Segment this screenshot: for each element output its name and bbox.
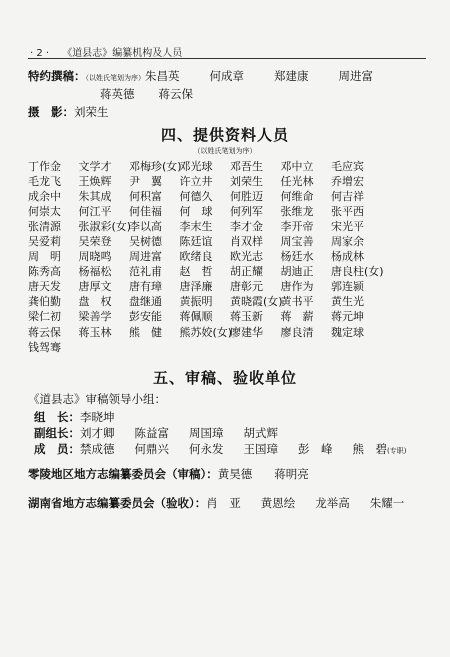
writer-name: 周进富 (338, 69, 373, 83)
contributor-name: 肖双样 (230, 235, 263, 249)
contributor-name: 李开帝 (280, 219, 314, 233)
contributor-name: 盘 权 (78, 295, 112, 309)
members-line (34, 441, 406, 457)
vice-leader-name: 刘才卿 (80, 426, 115, 440)
contributor-name: 何德久 (179, 189, 213, 203)
contributor-name: 宋光平 (331, 219, 364, 233)
header-divider (28, 58, 426, 59)
contributor-name: 尹 翼 (129, 174, 162, 188)
contributor-name: 彭安能 (129, 310, 162, 324)
contributor-row (28, 203, 428, 218)
contributor-name: 蒋元坤 (331, 310, 364, 324)
contributor-name: 周晓鸣 (78, 250, 112, 264)
section-4-note: （以姓氏笔划为序） (193, 147, 257, 155)
province-accept-name: 肖 亚 (206, 496, 241, 510)
vice-leader-line (34, 425, 278, 441)
book-title: 《道县志》编纂机构及人员 (62, 48, 183, 59)
contributor-row (28, 173, 428, 188)
contributor-name: 杨成林 (331, 250, 364, 264)
contributor-name: 王焕辉 (78, 174, 112, 188)
contributor-name: 文学才 (78, 159, 112, 173)
contributor-name: 毛龙飞 (28, 174, 61, 188)
contributor-name: 何胜迈 (230, 189, 263, 203)
contributor-name: 范礼甫 (129, 265, 162, 279)
contributor-name: 杨廷水 (280, 250, 314, 264)
province-accept-label: 湖南省地方志编纂委员会（验收）： (28, 496, 207, 510)
contributor-name: 唐作为 (280, 280, 314, 294)
contributor-name: 胡正耀 (230, 265, 263, 279)
contributor-name: 钱驾骞 (28, 340, 61, 354)
contributor-name: 许立井 (179, 174, 213, 188)
contributor-name: 陈秀高 (28, 265, 61, 279)
contributor-name: 李末生 (179, 219, 213, 233)
vice-leader-name: 陈益富 (134, 426, 169, 440)
contributor-name: 周 明 (28, 250, 61, 264)
contributor-row (28, 339, 428, 354)
contributor-name: 黄生光 (331, 295, 364, 309)
member-name: 何永发 (189, 442, 224, 456)
contributor-name: 李才金 (230, 219, 263, 233)
writers-line-1 (28, 68, 382, 84)
member-name: 何鼎兴 (134, 442, 169, 456)
contributor-name: 廖良清 (280, 325, 314, 339)
contributor-name: 杨福松 (78, 265, 112, 279)
writer-name: 郑建康 (274, 69, 309, 83)
contributor-row (28, 188, 428, 203)
contributor-name: 陈廷谊 (179, 235, 213, 249)
photographer-name: 刘荣生 (74, 105, 109, 119)
contributor-name: 任光林 (280, 174, 314, 188)
contributor-row (28, 249, 428, 264)
province-accept-name: 黄恩绘 (260, 496, 296, 510)
contributor-name: 熊 健 (129, 325, 162, 339)
member-name: 禁成德 (80, 442, 115, 456)
contributor-name: 魏定球 (331, 325, 364, 339)
contributor-name: 唐厚文 (78, 280, 112, 294)
vice-leader-name: 周国璋 (189, 426, 224, 440)
writer-name: 朱昌英 (145, 69, 180, 83)
contributor-name: 周家余 (331, 235, 364, 249)
contributor-name: 张平西 (331, 204, 364, 218)
contributor-name: 何江平 (78, 204, 112, 218)
vice-leader-label: 副组长： (34, 426, 80, 440)
contributor-name: 张清源 (28, 219, 61, 233)
contributors-grid (28, 158, 428, 354)
contributor-name: 欧绪良 (179, 250, 213, 264)
contributor-name: 何 球 (179, 204, 213, 218)
contributor-name: 张维龙 (280, 204, 314, 218)
contributor-name: 邓梅珍(女) (129, 159, 182, 173)
contributor-name: 唐良柱(女) (331, 265, 384, 279)
contributor-name: 唐天发 (28, 280, 61, 294)
contributor-name: 黄晓霞(女) (230, 295, 283, 309)
contributor-name: 丁作金 (28, 159, 61, 173)
contributor-name: 黄振明 (179, 295, 213, 309)
writers-note: （以姓氏笔划为序） (85, 74, 145, 82)
contributor-name: 何列军 (230, 204, 263, 218)
contributor-name: 吴荣登 (78, 235, 112, 249)
contributor-name: 唐有璋 (129, 280, 162, 294)
contributor-name: 蒋云保 (28, 325, 61, 339)
leader-line (34, 409, 115, 425)
province-accept-name: 龙举高 (315, 496, 350, 510)
contributor-name: 李以高 (129, 219, 162, 233)
contributor-name: 乔增宏 (331, 174, 364, 188)
district-review-label: 零陵地区地方志编纂委员会（审稿）： (28, 467, 218, 481)
writers-label: 特约撰稿： (28, 69, 86, 83)
contributor-name: 邓中立 (280, 159, 314, 173)
contributor-row (28, 294, 428, 309)
section-4-title: 四、提供资料人员 (160, 126, 289, 144)
member-name: 王国璋 (243, 442, 278, 456)
contributor-name: 毛应宾 (331, 159, 364, 173)
contributor-name: 吴树德 (129, 235, 162, 249)
contributor-name: 成余中 (28, 189, 61, 203)
contributor-name: 蒋佩顺 (179, 310, 213, 324)
contributor-name: 蒋玉新 (230, 310, 263, 324)
member-name: 熊 碧 (352, 442, 387, 456)
contributor-row (28, 158, 428, 173)
district-review-line (28, 466, 309, 482)
contributor-name: 欧光志 (230, 250, 263, 264)
contributor-name: 郭连颍 (331, 280, 364, 294)
contributor-row (28, 279, 428, 294)
contributor-name: 熊苏姣(女) (179, 325, 233, 339)
contributor-name: 梁仁初 (28, 310, 61, 324)
contributor-name: 赵 哲 (179, 265, 213, 279)
contributor-name: 黄书平 (280, 295, 314, 309)
contributor-name: 刘荣生 (230, 174, 263, 188)
contributor-name: 梁善学 (78, 310, 112, 324)
leader-name: 李晓坤 (80, 410, 115, 424)
province-accept-line (28, 495, 404, 511)
contributor-name: 何崇太 (28, 204, 61, 218)
contributor-name: 邓光球 (179, 159, 213, 173)
contributor-name: 周进富 (129, 250, 162, 264)
contributor-name: 何佳福 (129, 204, 162, 218)
contributor-name: 蒋 薪 (280, 310, 314, 324)
review-group-title: 《道县志》审稿领导小组： (28, 392, 166, 406)
member-name: 彭 峰 (298, 442, 333, 456)
writer-name: 蒋英德 (100, 87, 135, 101)
contributor-row (28, 264, 428, 279)
page-number: · 2 · (30, 48, 50, 59)
contributor-row (28, 309, 428, 324)
contributor-row (28, 218, 428, 233)
writer-name: 蒋云保 (158, 87, 193, 101)
contributor-name: 邓吾生 (230, 159, 263, 173)
writers-line-2 (100, 86, 202, 102)
contributor-name: 朱其成 (78, 189, 112, 203)
district-review-name: 黄昊德 (217, 467, 253, 481)
contributor-name: 廖建华 (230, 325, 263, 339)
contributor-name: 唐泽廉 (179, 280, 213, 294)
contributor-name: 吴爱莉 (28, 235, 61, 249)
contributor-name: 何吉祥 (331, 189, 364, 203)
contributor-name: 唐彰元 (230, 280, 263, 294)
contributor-name: 何维命 (280, 189, 314, 203)
contributor-name: 胡迪正 (280, 265, 314, 279)
contributor-name: 张淑彩(女) (78, 219, 132, 233)
province-accept-name: 朱耀一 (369, 496, 405, 510)
member-suffix: (专职) (387, 447, 407, 455)
contributor-name: 何积富 (129, 189, 162, 203)
contributor-row (28, 233, 428, 248)
photography-label: 摄 影： (28, 105, 74, 119)
members-label: 成 员： (34, 442, 80, 456)
contributor-name: 龚伯勤 (28, 295, 61, 309)
district-review-name: 蒋明亮 (274, 467, 309, 481)
leader-label: 组 长： (34, 410, 80, 424)
contributor-name: 周宝善 (280, 235, 314, 249)
vice-leader-name: 胡式辉 (243, 426, 278, 440)
writer-name: 何成章 (209, 69, 244, 83)
contributor-name: 盘继通 (129, 295, 162, 309)
section-5-title: 五、审稿、验收单位 (152, 369, 297, 387)
photography-line (28, 104, 109, 120)
running-header (30, 44, 182, 59)
contributor-row (28, 324, 428, 339)
contributor-name: 蒋玉林 (78, 325, 112, 339)
